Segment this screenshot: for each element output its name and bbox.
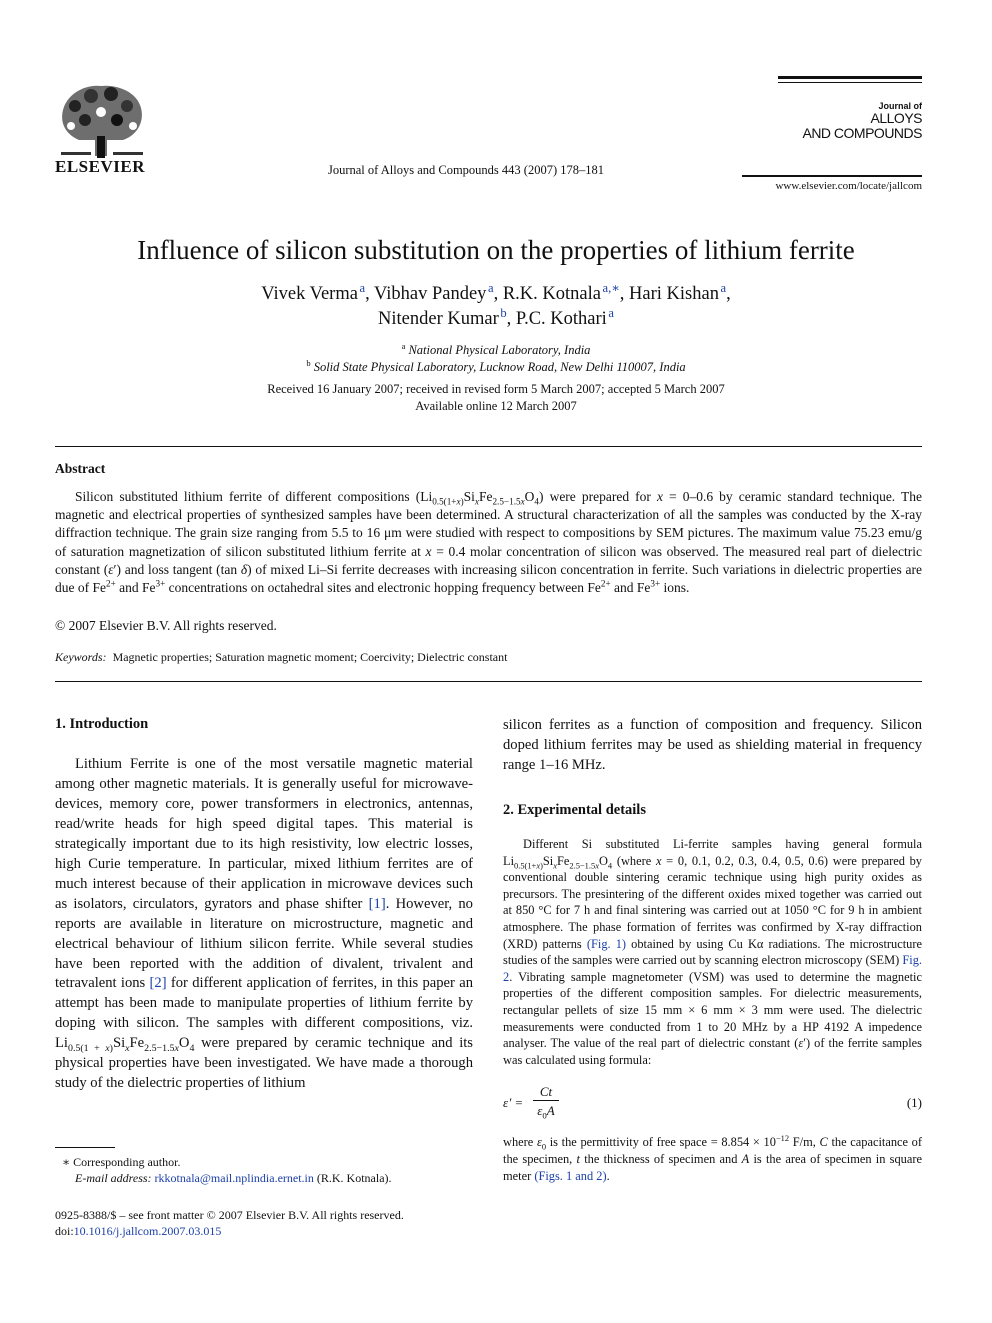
affiliation-mark: a	[401, 340, 406, 351]
footnote-rule	[55, 1147, 115, 1148]
keywords-label: Keywords:	[55, 650, 107, 664]
abstract-body: Silicon substituted lithium ferrite of different compositions $(Li_{0.5(1+x)}Si_xFe_{2.5-1.5x}O_4)$ were prepared for x = 0–0.6 by ceramic standard technique. The magnetic and electrical properties of synthesized samples have been determined. A structural characterization of all the samples was conducted by the X-ray diffraction technique. The grain size ranging from 5.5 to 16 μm were studied with respect to compositions by SEM pictures. The maximum value 75.23 emu/g of saturation magnetization of silicon substituted lithium ferrite at x = 0.4 molar concentration of silicon was observed. The measured real part of dielectric constant (ε′) and loss tangent (tan δ) of mixed Li–Si ferrite decreases with increasing silicon concentration in ferrite. Such variations in dielectric properties are due of $Fe^{2+}$ and $Fe^{3+}$ concentrations on octahedral sites and electronic hopping frequency between $Fe^{2+}$ and $Fe^{3+}$ ions.	[55, 489, 922, 596]
equation-explanation: where $\varepsilon_0$ is the permittivity of free space = $8.854 \times 10^{-12}$ F/m, C the capacitance of the specimen, t the thickness of specimen and A is the area of specimen in square meter (Figs. 1 and 2).	[503, 1132, 923, 1183]
equation-denominator: $\varepsilon_0A$	[537, 1103, 555, 1121]
equation-1	[503, 1084, 922, 1124]
doi-label: doi:	[55, 1224, 74, 1238]
section-heading: 2. Experimental details	[503, 802, 646, 818]
journal-logo-rule	[778, 76, 922, 79]
keywords-list: Magnetic properties; Saturation magnetic moment; Coercivity; Dielectric constant	[112, 650, 508, 664]
affiliation-link[interactable]: b	[500, 305, 507, 320]
affiliation-b	[40, 357, 952, 375]
journal-logo-rule	[742, 175, 922, 177]
affiliation-text: Solid State Physical Laboratory, Lucknow Road, New Delhi 110007, India	[313, 360, 686, 374]
affiliation-text: National Physical Laboratory, India	[408, 343, 591, 357]
journal-logo-line1: ALLOYS	[870, 110, 922, 126]
divider	[55, 681, 922, 682]
journal-reference: Journal of Alloys and Compounds 443 (2007) 178–181	[327, 163, 605, 177]
journal-url[interactable]: www.elsevier.com/locate/jallcom	[775, 180, 922, 192]
doi-line	[55, 1224, 221, 1239]
divider	[55, 446, 922, 447]
equation-lhs: ε ′ =	[503, 1095, 523, 1110]
online-date: Available online 12 March 2007	[415, 399, 577, 413]
author-name: R.K. Kotnala	[502, 284, 601, 304]
affiliation-link[interactable]: a	[608, 305, 614, 320]
affiliation-mark: b	[306, 357, 311, 368]
received-dates: Received 16 January 2007; received in revised form 5 March 2007; accepted 5 March 2007	[267, 382, 725, 396]
figure-link[interactable]: (Fig. 1)	[586, 936, 627, 951]
email-owner: (R.K. Kotnala).	[316, 1171, 392, 1185]
equation-number: (1)	[906, 1095, 922, 1110]
author-list: Vivek Verma $^a$, Vibhav Pandey $^a$, R.K. Kotnala $^{a,∗}$, Hari Kishan $^a$,	[261, 280, 731, 304]
author-list: Nitender Kumar $^b$, P.C. Kothari $^a$	[378, 305, 614, 329]
article-title: Influence of silicon substitution on the properties of lithium ferrite	[137, 235, 855, 265]
affiliation-a	[40, 340, 952, 358]
section-heading: 1. Introduction	[55, 716, 149, 732]
journal-logo-rule	[778, 82, 922, 83]
journal-logo-line2: AND COMPOUNDS	[802, 125, 922, 141]
experimental-body: Different Si substituted Li-ferrite samples having general formula $Li_{0.5(1+x)}Si_xFe_{2.5-1.5x}O_4$ (where x = 0, 0.1, 0.2, 0.3, 0.4, 0.5, 0.6) were prepared by conventional double sintering ceramic technique using high purity oxides as precursors. The presintering of the different oxides mixed together was carried out at 850 °C for 7 h and final sintering was carried out at 1050 °C for 9 h in ambient atmosphere. The phase formation of ferrites was confirmed by X-ray diffraction (XRD) patterns (Fig. 1) obtained by using Cu Kα radiations. The microstructure studies of the samples were carried out by scanning electron microscopy (SEM) Fig. 2. Vibrating sample magnetometer (VSM) was used to determine the magnetic properties of the different composition samples. For dielectric measurements, rectangular pellets of size 15 mm × 6 mm × 3 mm were used. The dielectric measurements were conducted from 1 to 20 MHz by a HP 4192 A impedence analyser. The value of the real part of dielectric constant (ε′) of the ferrite samples was calculated using formula:	[503, 837, 923, 1067]
elsevier-tree-logo	[55, 76, 147, 158]
journal-logo-small: Journal of	[878, 101, 922, 111]
doi-link[interactable]: 10.1016/j.jallcom.2007.03.015	[73, 1224, 222, 1238]
email-footnote	[75, 1171, 392, 1186]
copyright-notice: © 2007 Elsevier B.V. All rights reserved.	[55, 618, 277, 633]
affiliation-link[interactable]: a	[359, 280, 366, 295]
affiliation-link[interactable]: a,∗	[602, 280, 620, 295]
author-name: Vivek Verma	[261, 284, 358, 304]
corresponding-author-note: ∗ Corresponding author.	[62, 1155, 181, 1169]
email-label: E-mail address:	[75, 1171, 152, 1185]
publisher-wordmark: ELSEVIER	[55, 157, 145, 176]
keywords	[55, 650, 922, 665]
author-name: Vibhav Pandey	[374, 284, 487, 304]
affiliation-link[interactable]: a	[487, 280, 494, 295]
author-name: Hari Kishan	[629, 284, 719, 304]
figure-link[interactable]: Fig. 2	[503, 953, 922, 984]
front-matter: 0925-8388/$ – see front matter © 2007 Elsevier B.V. All rights reserved.	[55, 1208, 404, 1222]
citation-link[interactable]: [2]	[149, 975, 167, 992]
introduction-body: Lithium Ferrite is one of the most versatile magnetic material among other magnetic materials. It is generally useful for microwave-devices, memory core, power transformers in electronics, antennas, read/write heads for high speed digital tapes. This material is strategically important due to its high resistivity, low electric losses, high Curie temperature. In particular, mixed lithium ferrites are of much interest because of their application in microwave devices such as isolators, circulators, gyrators and phase shifter [1]. However, no reports are available in literature on microstructure, magnetic and electrical behaviour of lithium silicon ferrite. While several studies have been reported with the addition of divalent, trivalent and tetravalent ions [2] for different application of ferrites, in this paper an attempt has been made to manipulate properties of lithium ferrite by doping with silicon. The samples with different compositions, viz. $Li_{0.5(1 + x)}Si_xFe_{2.5-1.5x}O_4$ were prepared by ceramic technique and its physical properties have been investigated. We have made a thorough study of the dielectric properties of lithium	[55, 756, 473, 1092]
equation-numerator: Ct	[533, 1084, 559, 1101]
author-name: P.C. Kothari	[515, 309, 607, 329]
author-name: Nitender Kumar	[378, 309, 499, 329]
introduction-continued: silicon ferrites as a function of composition and frequency. Silicon doped lithium ferrites may be used as shielding material in frequency range 1–16 MHz.	[503, 717, 922, 773]
citation-link[interactable]: [1]	[368, 895, 386, 912]
email-link[interactable]: rkkotnala@mail.nplindia.ernet.in	[154, 1171, 314, 1185]
affiliation-link[interactable]: a	[720, 280, 727, 295]
figure-link[interactable]: (Figs. 1 and 2)	[534, 1169, 607, 1183]
abstract-heading: Abstract	[55, 461, 106, 476]
